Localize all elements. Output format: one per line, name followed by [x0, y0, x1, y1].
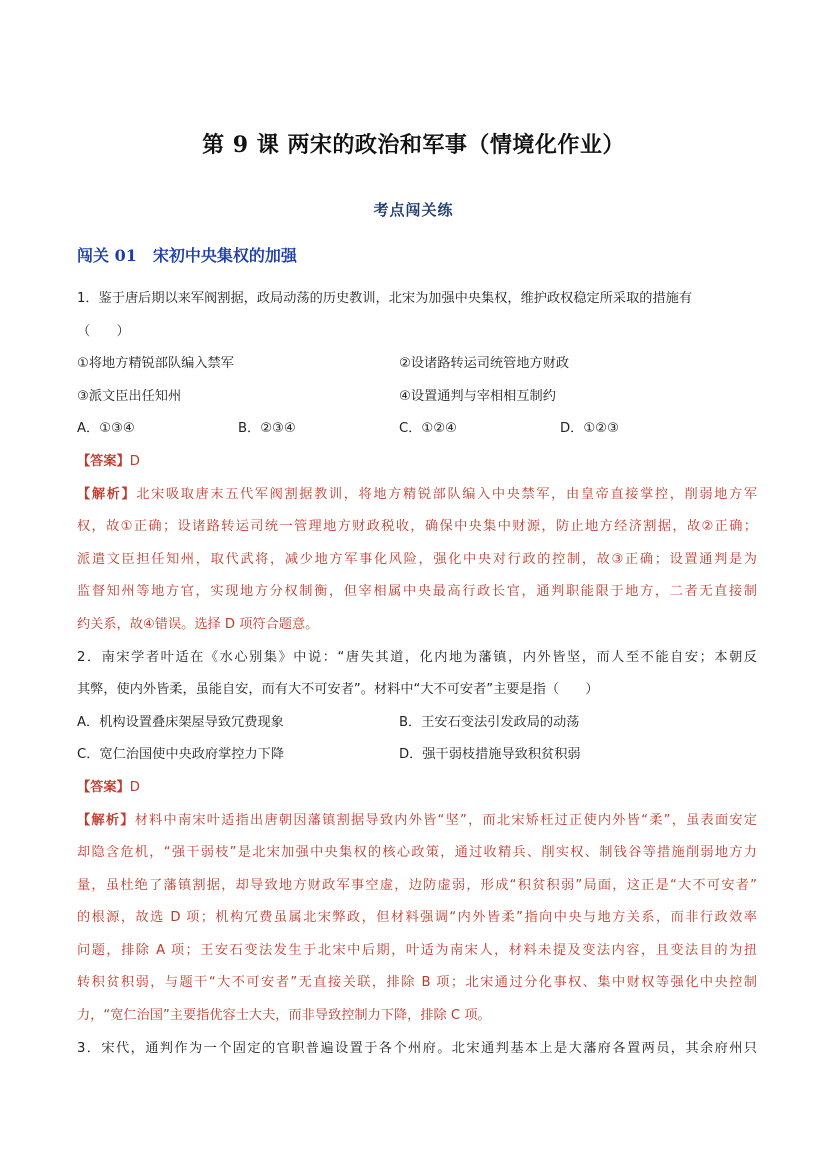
section-label: 宋初中央集权的加强 [152, 246, 297, 265]
q1-stem-line: 1．鉴于唐后期以来军阀割据，政局动荡的历史教训，北宋为加强中央集权，维护政权稳定所采取的措施有 [77, 291, 693, 306]
q1-items-row [77, 348, 757, 381]
page-title: 第 9 课 两宋的政治和军事（情境化作业） [202, 132, 625, 158]
section-number: 闯关 01 [77, 246, 137, 265]
section-heading [77, 243, 297, 266]
answer-tag: 【答案】 [77, 453, 130, 469]
q2-analysis-line: 问题，排除 A 项；王安石变法发生于北宋中后期，叶适为南宋人，材料未提及变法内容，且变法目的为扭 [77, 942, 757, 958]
q2-analysis-line: 力，“宽仁治国”主要指优容士大夫，而非导致控制力下降，排除 C 项。 [77, 1008, 491, 1024]
answer-value: D [129, 453, 140, 469]
q1-items-row [77, 381, 757, 414]
q2-option-d: D．强干弱枝措施导致积贫积弱 [399, 747, 581, 763]
q1-option-d: D．①②③ [560, 421, 619, 437]
q2-options-row [77, 739, 757, 772]
q2-analysis-line: 的根源，故选 D 项；机构冗费虽属北宋弊政，但材料强调“内外皆柔”指向中央与地方关系，而非行政效率 [77, 910, 757, 926]
q2-options-row [77, 707, 757, 740]
q1-analysis-line: 约关系，故④错误。选择 D 项符合题意。 [77, 616, 319, 632]
q1-item: ②设诸路转运司统管地方财政 [399, 356, 570, 372]
q1-option-a: A．①③④ [77, 421, 135, 437]
q2-stem-line: 其弊，使内外皆柔，虽能自安，而有大不可安者”。材料中“大不可安者”主要是指（ ） [77, 682, 599, 698]
analysis-text: 材料中南宋叶适指出唐朝因藩镇割据导致内外皆“坚”，而北宋矫枉过正使内外皆“柔”，虽表面安定 [134, 812, 757, 828]
q1-option-c: C．①②④ [399, 421, 457, 437]
analysis-tag: 【解析】 [77, 812, 135, 828]
q2-analysis-line [77, 805, 757, 838]
q1-item: ③派文臣出任知州 [77, 388, 182, 404]
q1-analysis-line: 监督知州等地方官，实现地方分权制衡，但宰相属中央最高行政长官，通判职能限于地方，二者无直接制 [77, 584, 757, 600]
q1-options-row [77, 413, 757, 446]
q2-analysis-line: 却隐含危机，“强干弱枝”是北宋加强中央集权的核心政策，通过收精兵、削实权、制钱谷等措施削弱地方力 [77, 845, 757, 861]
analysis-tag: 【解析】 [77, 486, 137, 502]
q1-stem-line: （ ） [77, 323, 130, 339]
q2-answer [77, 772, 757, 805]
badge-wrap [0, 198, 827, 223]
section-badge: 考点闯关练 [357, 198, 469, 223]
q1-analysis-line: 权，故①正确；设诸路转运司统一管理地方财政税收，确保中央集中财源，防止地方经济割据，故②正确； [77, 519, 757, 535]
q1-item: ④设置通判与宰相相互制约 [399, 388, 556, 404]
q1-analysis-line [77, 479, 757, 512]
q2-analysis-line: 转积贫积弱，与题干“大不可安者”无直接关联，排除 B 项；北宋通过分化事权、集中财权等强化中央控制 [77, 975, 757, 991]
q1-item: ①将地方精锐部队编入禁军 [77, 356, 234, 372]
answer-value: D [129, 779, 140, 795]
q1-answer [77, 446, 757, 479]
document-body [77, 283, 757, 1065]
q1-option-b: B．②③④ [238, 421, 296, 437]
q3-stem-line: 3．宋代，通判作为一个固定的官职普遍设置于各个州府。北宋通判基本上是大藩府各置两员，其余府州只 [77, 1040, 757, 1056]
q2-analysis-line: 量，虽杜绝了藩镇割据，却导致地方财政军事空虚，边防虚弱，形成“积贫积弱”局面，这正是“大不可安者” [77, 877, 757, 893]
analysis-text: 北宋吸取唐末五代军阀割据教训，将地方精锐部队编入中央禁军，由皇帝直接掌控，削弱地方军 [136, 486, 757, 502]
answer-tag: 【答案】 [77, 779, 130, 795]
q2-option-b: B．王安石变法引发政局的动荡 [399, 714, 580, 730]
q2-option-c: C．宽仁治国使中央政府掌控力下降 [77, 747, 285, 763]
q2-stem-line: 2．南宋学者叶适在《水心别集》中说：“唐失其道，化内地为藩镇，内外皆坚，而人至不能自安；本朝反 [77, 649, 757, 665]
q1-analysis-line: 派遣文臣担任知州，取代武将，减少地方军事化风险，强化中央对行政的控制，故③正确；设置通判是为 [77, 551, 757, 567]
q2-option-a: A．机构设置叠床架屋导致冗费现象 [77, 714, 284, 730]
